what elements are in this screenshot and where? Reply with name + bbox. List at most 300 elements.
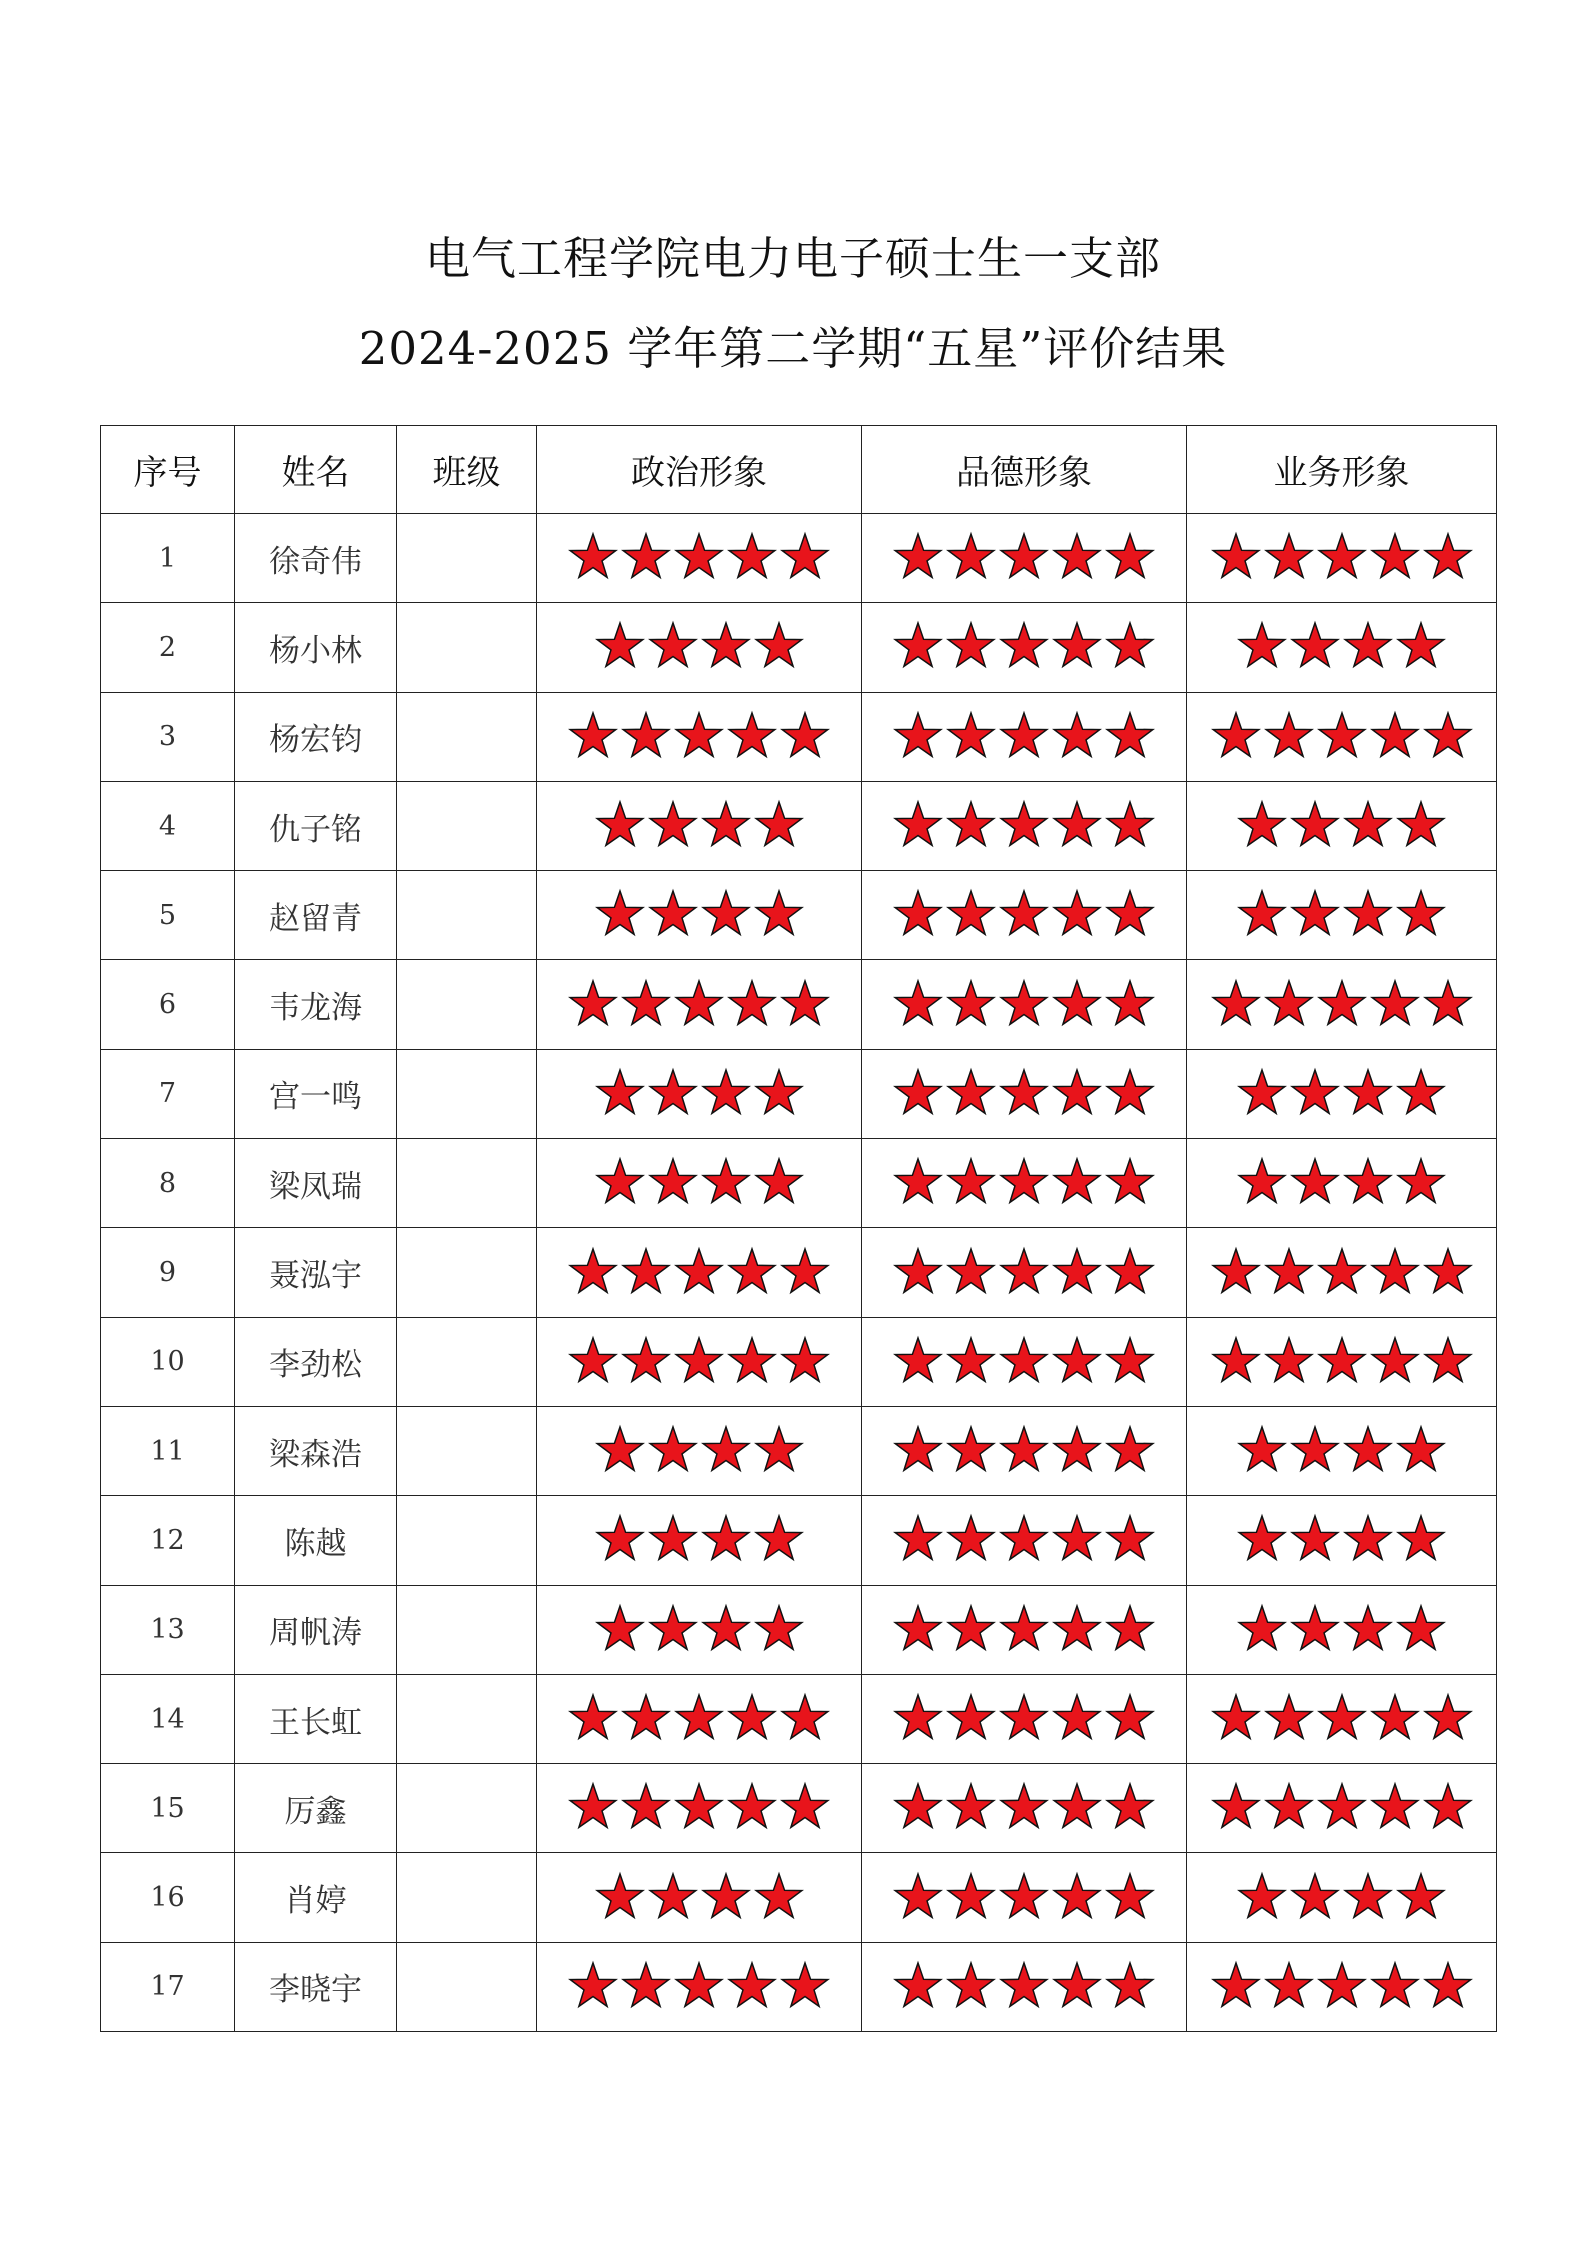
star-icon <box>1052 1067 1102 1117</box>
politics-stars <box>568 1781 830 1831</box>
star-icon <box>674 978 724 1028</box>
class-cell <box>397 1406 537 1495</box>
star-icon <box>568 978 618 1028</box>
star-icon <box>1105 1871 1155 1921</box>
star-icon <box>1396 1603 1446 1653</box>
star-icon <box>946 799 996 849</box>
student-name: 陈越 <box>235 1496 397 1585</box>
star-icon <box>701 799 751 849</box>
star-icon <box>946 1246 996 1296</box>
star-icon <box>1237 888 1287 938</box>
student-name: 宫一鸣 <box>235 1049 397 1138</box>
star-icon <box>1105 710 1155 760</box>
star-icon <box>1423 710 1473 760</box>
star-icon <box>1343 1156 1393 1206</box>
star-icon <box>780 1335 830 1385</box>
star-icon <box>780 978 830 1028</box>
morality-rating-cell <box>862 1764 1187 1853</box>
politics-stars <box>595 620 804 670</box>
class-cell <box>397 1049 537 1138</box>
star-icon <box>1237 799 1287 849</box>
work-rating-cell <box>1187 1853 1497 1942</box>
morality-stars <box>893 1603 1155 1653</box>
star-icon <box>1290 888 1340 938</box>
work-stars <box>1237 1067 1446 1117</box>
star-icon <box>893 978 943 1028</box>
morality-rating-cell <box>862 1317 1187 1406</box>
star-icon <box>1105 978 1155 1028</box>
student-name: 厉鑫 <box>235 1764 397 1853</box>
star-icon <box>893 710 943 760</box>
star-icon <box>780 1960 830 2010</box>
star-icon <box>999 710 1049 760</box>
politics-rating-cell <box>537 1139 862 1228</box>
table-row <box>101 1406 1497 1495</box>
star-icon <box>1211 710 1261 760</box>
work-rating-cell <box>1187 871 1497 960</box>
star-icon <box>1423 531 1473 581</box>
star-icon <box>999 1335 1049 1385</box>
star-icon <box>893 1603 943 1653</box>
star-icon <box>727 1692 777 1742</box>
table-body <box>101 514 1497 2032</box>
star-icon <box>727 1335 777 1385</box>
star-icon <box>999 1871 1049 1921</box>
star-icon <box>999 1067 1049 1117</box>
header-name: 姓名 <box>235 426 397 514</box>
work-stars <box>1211 1960 1473 2010</box>
star-icon <box>1396 1424 1446 1474</box>
star-icon <box>1237 1156 1287 1206</box>
star-icon <box>1052 620 1102 670</box>
politics-stars <box>595 1424 804 1474</box>
table-row <box>101 781 1497 870</box>
morality-stars <box>893 1156 1155 1206</box>
morality-stars <box>893 1960 1155 2010</box>
row-number: 10 <box>101 1317 235 1406</box>
star-icon <box>727 1960 777 2010</box>
work-rating-cell <box>1187 1496 1497 1585</box>
star-icon <box>1370 710 1420 760</box>
star-icon <box>1370 1960 1420 2010</box>
header-no: 序号 <box>101 426 235 514</box>
star-icon <box>1052 1424 1102 1474</box>
work-rating-cell <box>1187 1764 1497 1853</box>
star-icon <box>1343 888 1393 938</box>
star-icon <box>1105 1692 1155 1742</box>
star-icon <box>648 1871 698 1921</box>
student-name: 周帆涛 <box>235 1585 397 1674</box>
class-cell <box>397 960 537 1049</box>
work-stars <box>1211 1246 1473 1296</box>
politics-rating-cell <box>537 1049 862 1138</box>
star-icon <box>674 1335 724 1385</box>
star-icon <box>701 888 751 938</box>
work-stars <box>1237 1424 1446 1474</box>
star-icon <box>780 1246 830 1296</box>
star-icon <box>999 1603 1049 1653</box>
work-stars <box>1237 1513 1446 1563</box>
star-icon <box>727 1781 777 1831</box>
row-number: 4 <box>101 781 235 870</box>
star-icon <box>893 1424 943 1474</box>
morality-rating-cell <box>862 1853 1187 1942</box>
star-icon <box>754 1603 804 1653</box>
star-icon <box>1105 531 1155 581</box>
class-cell <box>397 514 537 603</box>
class-cell <box>397 603 537 692</box>
morality-stars <box>893 1067 1155 1117</box>
star-icon <box>893 531 943 581</box>
star-icon <box>754 888 804 938</box>
table-row <box>101 692 1497 781</box>
star-icon <box>780 1692 830 1742</box>
star-icon <box>1211 978 1261 1028</box>
morality-stars <box>893 710 1155 760</box>
star-icon <box>648 1424 698 1474</box>
politics-rating-cell <box>537 1585 862 1674</box>
morality-stars <box>893 978 1155 1028</box>
star-icon <box>621 531 671 581</box>
star-icon <box>621 1692 671 1742</box>
star-icon <box>893 888 943 938</box>
student-name: 杨小林 <box>235 603 397 692</box>
star-icon <box>999 978 1049 1028</box>
work-rating-cell <box>1187 1049 1497 1138</box>
document-subtitle: 2024-2025 学年第二学期“五星”评价结果 <box>358 322 1228 375</box>
table-row <box>101 1853 1497 1942</box>
star-icon <box>1370 978 1420 1028</box>
star-icon <box>893 1692 943 1742</box>
star-icon <box>946 620 996 670</box>
star-icon <box>754 620 804 670</box>
star-icon <box>1105 1424 1155 1474</box>
row-number: 1 <box>101 514 235 603</box>
star-icon <box>568 1960 618 2010</box>
star-icon <box>1396 1067 1446 1117</box>
star-icon <box>1343 1424 1393 1474</box>
star-icon <box>946 888 996 938</box>
work-stars <box>1237 799 1446 849</box>
work-rating-cell <box>1187 514 1497 603</box>
star-icon <box>568 531 618 581</box>
star-icon <box>999 1960 1049 2010</box>
star-icon <box>1264 1960 1314 2010</box>
star-icon <box>595 620 645 670</box>
header-row <box>101 426 1497 514</box>
star-icon <box>701 1067 751 1117</box>
row-number: 16 <box>101 1853 235 1942</box>
work-rating-cell <box>1187 1406 1497 1495</box>
row-number: 6 <box>101 960 235 1049</box>
star-icon <box>674 1692 724 1742</box>
star-icon <box>1396 1871 1446 1921</box>
evaluation-table <box>100 425 1497 2032</box>
morality-rating-cell <box>862 1496 1187 1585</box>
politics-stars <box>568 1246 830 1296</box>
star-icon <box>1211 1781 1261 1831</box>
work-rating-cell <box>1187 1228 1497 1317</box>
star-icon <box>946 978 996 1028</box>
morality-rating-cell <box>862 1049 1187 1138</box>
star-icon <box>1105 1067 1155 1117</box>
row-number: 13 <box>101 1585 235 1674</box>
student-name: 徐奇伟 <box>235 514 397 603</box>
morality-rating-cell <box>862 1406 1187 1495</box>
morality-stars <box>893 1335 1155 1385</box>
star-icon <box>674 710 724 760</box>
star-icon <box>674 531 724 581</box>
star-icon <box>1211 531 1261 581</box>
work-stars <box>1211 1781 1473 1831</box>
star-icon <box>1317 1781 1367 1831</box>
morality-stars <box>893 1781 1155 1831</box>
star-icon <box>1264 1692 1314 1742</box>
politics-stars <box>568 1335 830 1385</box>
star-icon <box>999 1246 1049 1296</box>
star-icon <box>1237 1871 1287 1921</box>
morality-stars <box>893 1424 1155 1474</box>
star-icon <box>754 1156 804 1206</box>
star-icon <box>1237 1067 1287 1117</box>
star-icon <box>648 799 698 849</box>
star-icon <box>1211 1246 1261 1296</box>
star-icon <box>1264 978 1314 1028</box>
politics-rating-cell <box>537 960 862 1049</box>
star-icon <box>893 620 943 670</box>
class-cell <box>397 1228 537 1317</box>
politics-stars <box>568 978 830 1028</box>
student-name: 杨宏钧 <box>235 692 397 781</box>
star-icon <box>999 620 1049 670</box>
star-icon <box>1237 1603 1287 1653</box>
politics-stars <box>595 1156 804 1206</box>
star-icon <box>1105 1603 1155 1653</box>
morality-rating-cell <box>862 1585 1187 1674</box>
star-icon <box>674 1960 724 2010</box>
table-row <box>101 1317 1497 1406</box>
student-name: 李劲松 <box>235 1317 397 1406</box>
star-icon <box>727 978 777 1028</box>
star-icon <box>1052 531 1102 581</box>
star-icon <box>1105 1156 1155 1206</box>
morality-stars <box>893 1871 1155 1921</box>
star-icon <box>893 1067 943 1117</box>
politics-rating-cell <box>537 1942 862 2031</box>
table-row <box>101 871 1497 960</box>
star-icon <box>648 620 698 670</box>
row-number: 14 <box>101 1674 235 1763</box>
work-stars <box>1211 978 1473 1028</box>
morality-rating-cell <box>862 1228 1187 1317</box>
work-rating-cell <box>1187 1674 1497 1763</box>
row-number: 17 <box>101 1942 235 2031</box>
star-icon <box>1290 799 1340 849</box>
work-stars <box>1237 620 1446 670</box>
class-cell <box>397 781 537 870</box>
star-icon <box>1290 1067 1340 1117</box>
star-icon <box>946 1335 996 1385</box>
star-icon <box>780 710 830 760</box>
politics-rating-cell <box>537 514 862 603</box>
star-icon <box>727 1246 777 1296</box>
politics-stars <box>595 799 804 849</box>
star-icon <box>674 1246 724 1296</box>
star-icon <box>999 1781 1049 1831</box>
politics-stars <box>595 1871 804 1921</box>
morality-stars <box>893 1513 1155 1563</box>
star-icon <box>1343 799 1393 849</box>
star-icon <box>1052 1960 1102 2010</box>
star-icon <box>946 1513 996 1563</box>
star-icon <box>754 1871 804 1921</box>
table-row <box>101 1049 1497 1138</box>
star-icon <box>595 1067 645 1117</box>
class-cell <box>397 1674 537 1763</box>
star-icon <box>893 1335 943 1385</box>
student-name: 肖婷 <box>235 1853 397 1942</box>
student-name: 梁森浩 <box>235 1406 397 1495</box>
star-icon <box>754 1513 804 1563</box>
star-icon <box>1343 620 1393 670</box>
morality-rating-cell <box>862 781 1187 870</box>
star-icon <box>999 1692 1049 1742</box>
politics-stars <box>595 1603 804 1653</box>
star-icon <box>1290 620 1340 670</box>
table-row <box>101 514 1497 603</box>
star-icon <box>1290 1871 1340 1921</box>
star-icon <box>1396 1156 1446 1206</box>
star-icon <box>1237 620 1287 670</box>
class-cell <box>397 1317 537 1406</box>
star-icon <box>701 1424 751 1474</box>
class-cell <box>397 1764 537 1853</box>
work-stars <box>1237 888 1446 938</box>
politics-rating-cell <box>537 692 862 781</box>
star-icon <box>1105 799 1155 849</box>
star-icon <box>1396 799 1446 849</box>
star-icon <box>754 799 804 849</box>
star-icon <box>648 1067 698 1117</box>
morality-rating-cell <box>862 1674 1187 1763</box>
class-cell <box>397 1585 537 1674</box>
star-icon <box>1343 1603 1393 1653</box>
star-icon <box>674 1781 724 1831</box>
star-icon <box>893 1960 943 2010</box>
star-icon <box>1343 1871 1393 1921</box>
work-stars <box>1211 531 1473 581</box>
star-icon <box>946 1871 996 1921</box>
politics-rating-cell <box>537 1853 862 1942</box>
row-number: 8 <box>101 1139 235 1228</box>
row-number: 7 <box>101 1049 235 1138</box>
star-icon <box>1264 1781 1314 1831</box>
work-rating-cell <box>1187 1942 1497 2031</box>
class-cell <box>397 871 537 960</box>
star-icon <box>1052 1871 1102 1921</box>
table-row <box>101 960 1497 1049</box>
table-row <box>101 1228 1497 1317</box>
row-number: 11 <box>101 1406 235 1495</box>
star-icon <box>946 531 996 581</box>
star-icon <box>1290 1603 1340 1653</box>
star-icon <box>1052 1246 1102 1296</box>
politics-rating-cell <box>537 1228 862 1317</box>
star-icon <box>568 1692 618 1742</box>
star-icon <box>1290 1156 1340 1206</box>
star-icon <box>621 978 671 1028</box>
star-icon <box>1423 1960 1473 2010</box>
table-row <box>101 1674 1497 1763</box>
politics-stars <box>568 710 830 760</box>
star-icon <box>1396 620 1446 670</box>
politics-rating-cell <box>537 1406 862 1495</box>
star-icon <box>1264 1246 1314 1296</box>
star-icon <box>1423 1692 1473 1742</box>
star-icon <box>946 1067 996 1117</box>
star-icon <box>999 1424 1049 1474</box>
star-icon <box>1052 1692 1102 1742</box>
star-icon <box>754 1067 804 1117</box>
star-icon <box>701 1871 751 1921</box>
star-icon <box>1105 1960 1155 2010</box>
star-icon <box>1105 1513 1155 1563</box>
politics-rating-cell <box>537 1496 862 1585</box>
star-icon <box>621 1960 671 2010</box>
politics-stars <box>595 1067 804 1117</box>
star-icon <box>946 1781 996 1831</box>
star-icon <box>648 1603 698 1653</box>
star-icon <box>568 1335 618 1385</box>
star-icon <box>1423 978 1473 1028</box>
document-title: 电气工程学院电力电子硕士生一支部 <box>424 232 1161 285</box>
star-icon <box>946 710 996 760</box>
header-work: 业务形象 <box>1187 426 1497 514</box>
student-name: 赵留青 <box>235 871 397 960</box>
politics-stars <box>595 1513 804 1563</box>
star-icon <box>1290 1513 1340 1563</box>
politics-rating-cell <box>537 1764 862 1853</box>
star-icon <box>1423 1781 1473 1831</box>
star-icon <box>946 1960 996 2010</box>
student-name: 梁凤瑞 <box>235 1139 397 1228</box>
star-icon <box>701 1603 751 1653</box>
star-icon <box>1370 531 1420 581</box>
student-name: 仇子铭 <box>235 781 397 870</box>
work-rating-cell <box>1187 1317 1497 1406</box>
star-icon <box>1052 799 1102 849</box>
star-icon <box>1396 1513 1446 1563</box>
star-icon <box>999 799 1049 849</box>
row-number: 12 <box>101 1496 235 1585</box>
work-stars <box>1211 1692 1473 1742</box>
work-stars <box>1211 1335 1473 1385</box>
work-rating-cell <box>1187 603 1497 692</box>
star-icon <box>1105 620 1155 670</box>
table-row <box>101 1585 1497 1674</box>
star-icon <box>1052 1156 1102 1206</box>
star-icon <box>1052 1603 1102 1653</box>
star-icon <box>595 1871 645 1921</box>
politics-rating-cell <box>537 781 862 870</box>
star-icon <box>1317 531 1367 581</box>
morality-rating-cell <box>862 1942 1187 2031</box>
row-number: 15 <box>101 1764 235 1853</box>
morality-rating-cell <box>862 960 1187 1049</box>
star-icon <box>621 1335 671 1385</box>
star-icon <box>1264 531 1314 581</box>
star-icon <box>1237 1513 1287 1563</box>
